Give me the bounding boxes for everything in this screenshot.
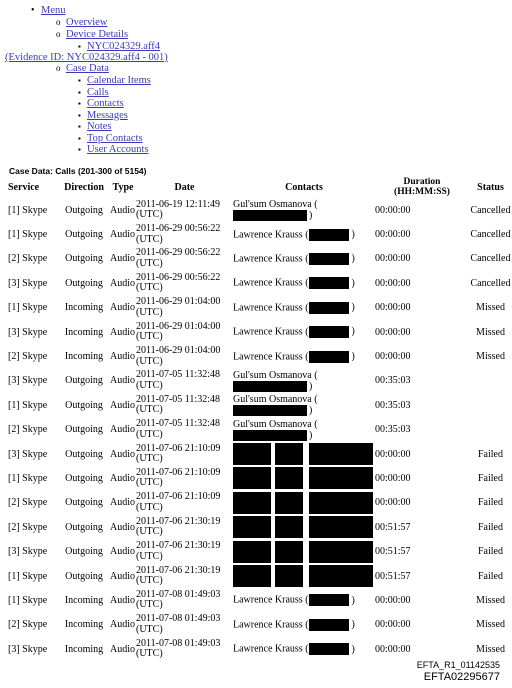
cell-direction: Outgoing: [65, 253, 103, 265]
cell-status: Failed: [478, 472, 503, 484]
redaction-block: [233, 565, 271, 587]
cell-direction: Outgoing: [65, 229, 103, 241]
contact-suffix: ): [351, 302, 355, 314]
cell-direction: Outgoing: [65, 448, 103, 460]
redaction-block: [233, 443, 271, 465]
menu-root: [41, 5, 66, 17]
table-row: [8, 637, 512, 661]
cell-direction: Outgoing: [65, 472, 103, 484]
cell-status: Missed: [476, 326, 505, 338]
table-row: [8, 222, 512, 246]
cell-service: [1] Skype: [8, 229, 48, 241]
cell-type: Audio: [110, 351, 135, 363]
table-row: [8, 613, 512, 637]
cell-type: Audio: [110, 497, 135, 509]
redaction-block: [275, 541, 303, 563]
cell-date-timezone: (UTC): [136, 623, 163, 635]
contact-name: Gul'sum Osmanova (: [233, 199, 318, 211]
cell-date-time: 2011-07-06 21:30:19: [136, 515, 221, 527]
table-row: [8, 564, 512, 588]
cell-date-time: 2011-07-06 21:10:09: [136, 466, 221, 478]
cell-direction: Outgoing: [65, 204, 103, 216]
table-row: [8, 344, 512, 368]
cell-status: [469, 393, 512, 417]
contact-suffix: ): [351, 619, 355, 631]
contact-suffix: ): [309, 429, 313, 441]
cell-type: Audio: [110, 204, 135, 216]
cell-date-timezone: (UTC): [136, 209, 163, 221]
cell-type: Audio: [110, 277, 135, 289]
cell-service: [3] Skype: [8, 375, 48, 387]
cell-duration: 00:00:00: [375, 253, 411, 265]
cell-duration: 00:00:00: [375, 326, 411, 338]
footer-reference-2: EFTA02295677: [423, 671, 500, 683]
device-details-link[interactable]: Device Details: [66, 29, 129, 40]
cell-contact: [233, 271, 375, 295]
cell-service: [2] Skype: [8, 619, 48, 631]
cell-date-timezone: (UTC): [136, 428, 163, 440]
contact-line: [233, 405, 375, 416]
table-row: [8, 198, 512, 222]
cell-direction: Outgoing: [65, 424, 103, 436]
cell-date: [136, 247, 233, 271]
menu-item-calendar-items: [87, 75, 151, 87]
cell-duration: 00:00:00: [375, 497, 411, 509]
notes-link[interactable]: Notes: [87, 121, 112, 132]
cell-status: Failed: [478, 448, 503, 460]
contact-name: Gul'sum Osmanova (: [233, 369, 318, 381]
redaction-block: [309, 277, 349, 289]
menu-item-calls: [87, 87, 109, 99]
messages-link[interactable]: Messages: [87, 109, 128, 121]
cell-status: [469, 418, 512, 442]
cell-duration: 00:51:57: [375, 546, 411, 558]
header-direction: Direction: [64, 181, 104, 193]
cell-date-timezone: (UTC): [136, 282, 163, 294]
footer-reference-1: EFTA_R1_01142535: [416, 660, 500, 670]
cell-service: [2] Skype: [8, 253, 48, 265]
user-accounts-link[interactable]: User Accounts: [87, 144, 149, 155]
table-header-row: [8, 176, 512, 198]
redaction-block: [233, 492, 271, 514]
cell-date-time: 2011-06-29 00:56:22: [136, 271, 221, 283]
redaction-block: [309, 443, 373, 465]
redaction-block: [233, 430, 307, 441]
cell-contact: [233, 393, 375, 417]
case-data-link[interactable]: Case Data: [66, 63, 109, 74]
calls-link[interactable]: Calls: [87, 86, 109, 98]
cell-type: Audio: [110, 521, 135, 533]
cell-date-time: 2011-06-19 12:11:49: [136, 198, 220, 210]
cell-duration: 00:00:00: [375, 229, 411, 241]
contact-name: Gul'sum Osmanova (: [233, 394, 318, 406]
cell-direction: Incoming: [64, 594, 104, 606]
cell-status: Missed: [476, 643, 505, 655]
redaction-block: [309, 516, 373, 538]
contact-suffix: ): [309, 380, 313, 392]
table-row: [8, 418, 512, 442]
cell-date: [136, 637, 233, 661]
redaction-block: [309, 467, 373, 489]
menu-link[interactable]: Menu: [41, 5, 66, 16]
contact-suffix: ): [309, 405, 313, 417]
cell-duration: 00:00:00: [375, 619, 411, 631]
cell-date: [136, 613, 233, 637]
table-row: [8, 296, 512, 320]
cell-date: [136, 271, 233, 295]
cell-contact: [233, 442, 375, 466]
cell-service: [1] Skype: [8, 570, 48, 582]
cell-date-timezone: (UTC): [136, 404, 163, 416]
cell-direction: Outgoing: [65, 570, 103, 582]
header-duration-label: Duration: [403, 177, 441, 187]
contact-name: Lawrence Krauss (: [233, 619, 309, 631]
contact-suffix: ): [351, 594, 355, 606]
cell-status: Failed: [478, 546, 503, 558]
contact-suffix: ): [351, 326, 355, 338]
cell-service: [3] Skype: [8, 326, 48, 338]
contact-name: Lawrence Krauss (: [233, 643, 309, 655]
cell-status: Cancelled: [470, 229, 511, 241]
contact-name: Lawrence Krauss (: [233, 350, 309, 362]
evidence-id-link[interactable]: (Evidence ID: NYC024329.aff4 - 001): [5, 52, 168, 63]
redaction-block: [309, 541, 373, 563]
cell-service: [1] Skype: [8, 472, 48, 484]
redaction-block: [309, 492, 373, 514]
redaction-block: [275, 467, 303, 489]
cell-date: [136, 369, 233, 393]
cell-status: Missed: [476, 302, 505, 314]
header-duration-unit: (HH:MM:SS): [394, 187, 450, 197]
cell-contact: [233, 637, 375, 661]
cell-date: [136, 588, 233, 612]
redaction-block: [275, 516, 303, 538]
redaction-block: [233, 210, 307, 221]
calendar-items-link[interactable]: Calendar Items: [87, 75, 151, 86]
cell-date-timezone: (UTC): [136, 306, 163, 318]
contact-line: [233, 430, 375, 441]
menu-item-contacts: [87, 98, 124, 110]
cell-type: Audio: [110, 399, 135, 411]
contact-name: Lawrence Krauss (: [233, 326, 309, 338]
redaction-block: [233, 405, 307, 416]
cell-date-time: 2011-07-06 21:10:09: [136, 442, 221, 454]
cell-date-timezone: (UTC): [136, 257, 163, 269]
cell-date-time: 2011-07-05 11:32:48: [136, 418, 220, 430]
cell-type: Audio: [110, 546, 135, 558]
cell-type: Audio: [110, 472, 135, 484]
contacts-link[interactable]: Contacts: [87, 98, 124, 109]
cell-status: Failed: [478, 570, 503, 582]
menu-item-device-details: [66, 29, 128, 41]
cell-date: [136, 466, 233, 490]
cell-service: [1] Skype: [8, 204, 48, 216]
cell-direction: Incoming: [64, 326, 104, 338]
table-row: [8, 320, 512, 344]
redaction-block: [233, 381, 307, 392]
cell-date-timezone: (UTC): [136, 550, 163, 562]
contact-name: Lawrence Krauss (: [233, 277, 309, 289]
table-row: [8, 369, 512, 393]
menu-item-top-contacts: [87, 133, 143, 145]
redaction-block: [309, 351, 349, 363]
cell-date: [136, 491, 233, 515]
cell-duration: 00:00:00: [375, 351, 411, 363]
contact-suffix: ): [351, 253, 355, 265]
cell-date-timezone: (UTC): [136, 233, 163, 245]
cell-duration: 00:00:00: [375, 643, 411, 655]
menu-item-notes: [87, 121, 112, 133]
cell-contact: [233, 613, 375, 637]
cell-date: [136, 222, 233, 246]
cell-contact: [233, 344, 375, 368]
table-row: [8, 515, 512, 539]
cell-duration: 00:51:57: [375, 521, 411, 533]
cell-date-time: 2011-07-08 01:49:03: [136, 588, 221, 600]
cell-direction: Incoming: [64, 351, 104, 363]
table-row: [8, 539, 512, 563]
cell-date: [136, 393, 233, 417]
contact-suffix: ): [351, 350, 355, 362]
cell-contact: [233, 418, 375, 442]
cell-date-timezone: (UTC): [136, 575, 163, 587]
table-body: [8, 198, 512, 661]
cell-type: Audio: [110, 448, 135, 460]
cell-date-time: 2011-06-29 01:04:00: [136, 345, 221, 357]
contact-line: [233, 381, 375, 392]
cell-duration: 00:35:03: [375, 375, 411, 387]
cell-date: [136, 296, 233, 320]
calls-table: [8, 176, 512, 661]
cell-status: Cancelled: [470, 253, 511, 265]
cell-date-timezone: (UTC): [136, 599, 163, 611]
cell-direction: Outgoing: [65, 277, 103, 289]
cell-contact: [233, 222, 375, 246]
table-row: [8, 466, 512, 490]
cell-service: [2] Skype: [8, 351, 48, 363]
cell-duration: 00:00:00: [375, 472, 411, 484]
overview-link[interactable]: Overview: [66, 17, 108, 28]
menu-item-user-accounts: [87, 144, 149, 156]
cell-type: Audio: [110, 375, 135, 387]
cell-direction: Incoming: [64, 643, 104, 655]
cell-date-timezone: (UTC): [136, 453, 163, 465]
cell-direction: Outgoing: [65, 546, 103, 558]
cell-status: Cancelled: [470, 204, 511, 216]
cell-service: [2] Skype: [8, 497, 48, 509]
cell-status: Missed: [476, 594, 505, 606]
cell-status: Cancelled: [470, 277, 511, 289]
cell-date-timezone: (UTC): [136, 526, 163, 538]
table-caption: Case Data: Calls (201-300 of 5154): [9, 166, 147, 176]
table-row: [8, 588, 512, 612]
cell-status: Missed: [476, 619, 505, 631]
cell-direction: Outgoing: [65, 399, 103, 411]
redaction-block: [233, 541, 271, 563]
cell-direction: Incoming: [64, 619, 104, 631]
cell-date-time: 2011-07-06 21:30:19: [136, 540, 221, 552]
cell-date-time: 2011-07-06 21:30:19: [136, 564, 221, 576]
header-type: Type: [112, 181, 134, 193]
cell-duration: 00:00:00: [375, 277, 411, 289]
table-row: [8, 442, 512, 466]
cell-type: Audio: [110, 594, 135, 606]
header-service: Service: [8, 181, 40, 193]
cell-service: [3] Skype: [8, 277, 48, 289]
redaction-block: [275, 492, 303, 514]
cell-date-time: 2011-07-06 21:10:09: [136, 491, 221, 503]
cell-contact: [233, 320, 375, 344]
cell-service: [1] Skype: [8, 302, 48, 314]
table-row: [8, 491, 512, 515]
device-file-link[interactable]: NYC024329.aff4: [87, 41, 161, 52]
contact-suffix: ): [309, 210, 313, 222]
menu-item-messages: [87, 110, 128, 122]
cell-type: Audio: [110, 229, 135, 241]
cell-contact: [233, 198, 375, 222]
redaction-block: [233, 516, 271, 538]
cell-type: Audio: [110, 619, 135, 631]
cell-date-timezone: (UTC): [136, 355, 163, 367]
cell-status: Missed: [476, 351, 505, 363]
cell-date: [136, 442, 233, 466]
header-contacts: Contacts: [285, 181, 323, 193]
top-contacts-link[interactable]: Top Contacts: [87, 132, 143, 144]
redaction-block: [309, 326, 349, 338]
menu-item-case-data: [66, 63, 109, 75]
cell-date: [136, 515, 233, 539]
cell-service: [3] Skype: [8, 448, 48, 460]
cell-type: Audio: [110, 643, 135, 655]
header-date: Date: [174, 181, 195, 193]
contact-suffix: ): [351, 228, 355, 240]
cell-duration: 00:51:57: [375, 570, 411, 582]
cell-contact: [233, 588, 375, 612]
cell-service: [2] Skype: [8, 424, 48, 436]
contact-line: [233, 210, 375, 221]
cell-date: [136, 418, 233, 442]
cell-duration: 00:35:03: [375, 399, 411, 411]
redaction-block: [309, 565, 373, 587]
contact-name: Lawrence Krauss (: [233, 228, 309, 240]
cell-duration: 00:00:00: [375, 302, 411, 314]
cell-date: [136, 564, 233, 588]
contact-suffix: ): [351, 643, 355, 655]
contact-name: Gul'sum Osmanova (: [233, 418, 318, 430]
cell-date: [136, 539, 233, 563]
cell-contact: [233, 515, 375, 539]
cell-date-time: 2011-06-29 00:56:22: [136, 247, 221, 259]
cell-status: Failed: [478, 521, 503, 533]
cell-type: Audio: [110, 302, 135, 314]
table-row: [8, 247, 512, 271]
cell-direction: Outgoing: [65, 497, 103, 509]
cell-status: Failed: [478, 497, 503, 509]
cell-service: [3] Skype: [8, 546, 48, 558]
cell-direction: Outgoing: [65, 375, 103, 387]
cell-service: [3] Skype: [8, 643, 48, 655]
cell-type: Audio: [110, 253, 135, 265]
cell-date-time: 2011-07-05 11:32:48: [136, 369, 220, 381]
cell-date-timezone: (UTC): [136, 331, 163, 343]
table-row: [8, 393, 512, 417]
cell-type: Audio: [110, 424, 135, 436]
cell-duration: 00:00:00: [375, 204, 411, 216]
cell-date-timezone: (UTC): [136, 501, 163, 513]
cell-status: [469, 369, 512, 393]
cell-date: [136, 320, 233, 344]
cell-contact: [233, 296, 375, 320]
cell-date-time: 2011-06-29 00:56:22: [136, 223, 221, 235]
redaction-block: [309, 229, 349, 241]
redaction-block: [275, 565, 303, 587]
cell-date: [136, 344, 233, 368]
header-status: Status: [477, 181, 504, 193]
cell-date-time: 2011-06-29 01:04:00: [136, 320, 221, 332]
cell-service: [1] Skype: [8, 594, 48, 606]
cell-date-time: 2011-07-05 11:32:48: [136, 393, 220, 405]
cell-service: [1] Skype: [8, 399, 48, 411]
cell-contact: [233, 247, 375, 271]
cell-service: [2] Skype: [8, 521, 48, 533]
redaction-block: [233, 467, 271, 489]
cell-type: Audio: [110, 570, 135, 582]
cell-type: Audio: [110, 326, 135, 338]
redaction-block: [309, 594, 349, 606]
cell-contact: [233, 539, 375, 563]
cell-date-timezone: (UTC): [136, 477, 163, 489]
cell-date-time: 2011-07-08 01:49:03: [136, 637, 221, 649]
cell-duration: 00:00:00: [375, 448, 411, 460]
cell-date-time: 2011-07-08 01:49:03: [136, 613, 221, 625]
redaction-block: [309, 619, 349, 631]
redaction-block: [309, 302, 349, 314]
cell-duration: 00:35:03: [375, 424, 411, 436]
menu-item-overview: [66, 17, 107, 29]
redaction-block: [275, 443, 303, 465]
redaction-block: [309, 643, 349, 655]
cell-date-time: 2011-06-29 01:04:00: [136, 296, 221, 308]
cell-contact: [233, 369, 375, 393]
header-duration: [375, 176, 469, 198]
contact-name: Lawrence Krauss (: [233, 594, 309, 606]
contact-suffix: ): [351, 277, 355, 289]
cell-direction: Incoming: [64, 302, 104, 314]
table-row: [8, 271, 512, 295]
redaction-block: [309, 253, 349, 265]
cell-direction: Outgoing: [65, 521, 103, 533]
cell-contact: [233, 466, 375, 490]
contact-name: Lawrence Krauss (: [233, 253, 309, 265]
cell-contact: [233, 564, 375, 588]
cell-date: [136, 198, 233, 222]
cell-duration: 00:00:00: [375, 594, 411, 606]
cell-contact: [233, 491, 375, 515]
cell-date-timezone: (UTC): [136, 379, 163, 391]
contact-name: Lawrence Krauss (: [233, 302, 309, 314]
cell-date-timezone: (UTC): [136, 648, 163, 660]
